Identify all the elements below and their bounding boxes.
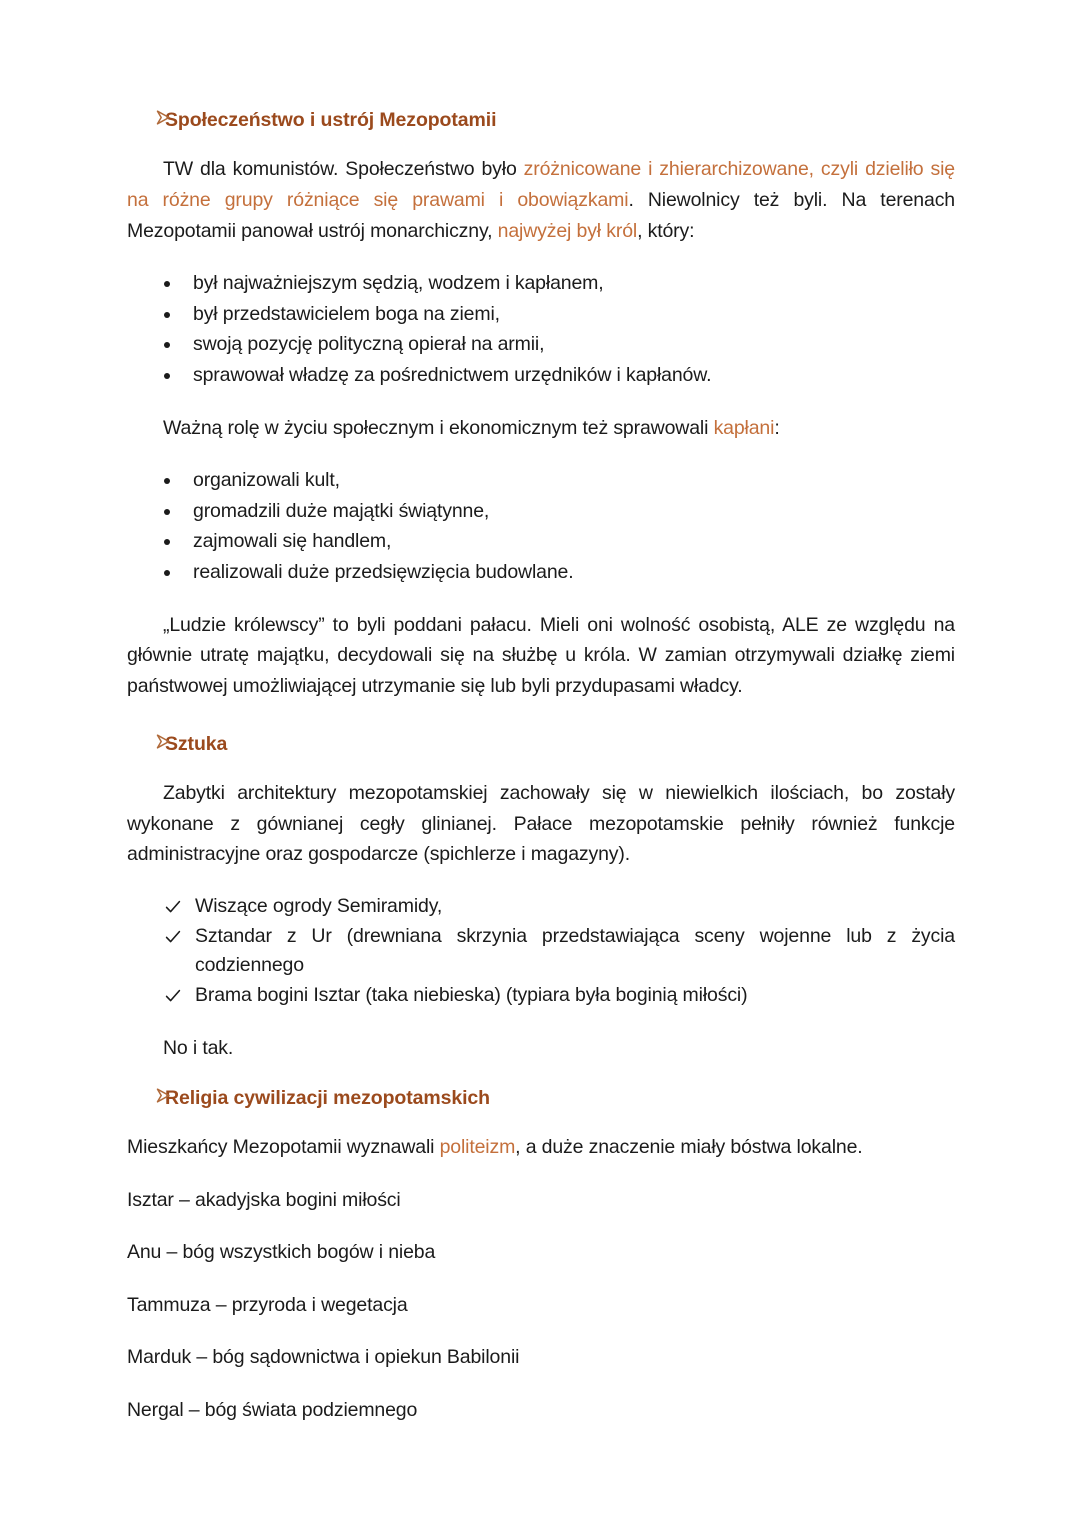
society-intro-part2: . Niewolnicy też byli. Na terenach Mezopotamii panował ustrój monarchiczny,	[127, 188, 955, 242]
religion-intro-part2: , a duże znaczenie miały bóstwa lokalne.	[515, 1136, 863, 1159]
dot-bullet-icon	[164, 570, 170, 576]
dot-bullet-icon	[164, 539, 170, 545]
list-item	[127, 526, 955, 557]
paragraph-royal-people: „Ludzie królewscy” to byli poddani pałacu. Mieli oni wolność osobistą, ALE ze względu na głównie utratę majątku, decydowali się na służbę u króla. W zamian otrzymywali działkę ziemi państwowej umożliwiającej utrzymanie się lub byli przydupasami władcy.	[127, 613, 955, 697]
arrow-right-outline-icon	[155, 733, 172, 750]
deity-line: Marduk – bóg sądownictwa i opiekun Babilonii	[127, 1346, 520, 1369]
religion-intro-accent1: politeizm	[439, 1136, 516, 1159]
list-item	[127, 496, 955, 527]
list-item	[127, 268, 955, 299]
deity-line: Isztar – akadyjska bogini miłości	[127, 1188, 401, 1211]
list-item	[127, 922, 955, 982]
dot-bullet-icon	[164, 342, 170, 348]
list-king-roles	[127, 268, 955, 390]
list-item	[127, 465, 955, 496]
list-item	[127, 892, 955, 922]
dot-bullet-icon	[164, 373, 170, 379]
arrow-right-outline-icon	[155, 109, 172, 126]
society-intro-part3: , który:	[637, 219, 695, 242]
list-item-label: zajmowali się handlem,	[193, 530, 392, 553]
checkmark-icon	[165, 981, 182, 1009]
priests-intro-part2: :	[774, 416, 780, 439]
heading-religion	[127, 1086, 955, 1110]
list-item	[127, 981, 955, 1011]
arrow-right-outline-icon	[155, 1087, 172, 1104]
checkmark-icon	[165, 922, 182, 950]
list-item-label: sprawował władzę za pośrednictwem urzędników i kapłanów.	[193, 364, 712, 387]
paragraph-art: Zabytki architektury mezopotamskiej zachowały się w niewielkich ilościach, bo zostały wykonane z gównianej cegły glinianej. Pałace mezopotamskie pełniły również funkcje administracyjne oraz gospodarcze (spichlerze i magazyny).	[127, 781, 955, 866]
list-item-label: organizowali kult,	[193, 469, 340, 492]
list-item	[127, 299, 955, 330]
paragraph-society-intro	[127, 154, 955, 246]
list-item-label: gromadzili duże majątki świątynne,	[193, 499, 490, 522]
heading-society	[127, 108, 955, 132]
deity-line: Nergal – bóg świata podziemnego	[127, 1399, 418, 1422]
heading-art-label: Sztuka	[165, 732, 228, 755]
dot-bullet-icon	[164, 281, 170, 287]
paragraph-priests-intro	[127, 413, 955, 444]
deity-line: Tammuza – przyroda i wegetacja	[127, 1293, 408, 1316]
society-intro-accent1: zróżnicowane i zhierarchizowane, czyli dzieliło się na różne grupy różniące się prawami i obowiązkami	[127, 158, 955, 211]
religion-intro-part1: Mieszkańcy Mezopotamii wyznawali	[127, 1136, 440, 1159]
dot-bullet-icon	[164, 312, 170, 318]
list-item-label: Brama bogini Isztar (taka niebieska) (typiara była boginią miłości)	[195, 984, 748, 1007]
heading-religion-label: Religia cywilizacji mezopotamskich	[165, 1086, 490, 1109]
list-item-label: swoją pozycję polityczną opierał na armii,	[193, 333, 545, 356]
list-item	[127, 360, 955, 391]
list-monuments	[127, 892, 955, 1011]
list-item	[127, 557, 955, 588]
list-item-label: był przedstawicielem boga na ziemi,	[193, 302, 500, 325]
priests-intro-accent1: kapłani	[713, 416, 775, 439]
paragraph-religion-intro	[127, 1132, 955, 1163]
list-item-label: Wiszące ogrody Semiramidy,	[195, 894, 443, 917]
priests-intro-part1: Ważną rolę w życiu społecznym i ekonomicznym też sprawowali	[163, 416, 714, 439]
society-intro-part1: TW dla komunistów. Społeczeństwo było	[163, 158, 524, 181]
paragraph-art-closing: No i tak.	[163, 1037, 234, 1060]
list-item	[127, 329, 955, 360]
heading-society-label: Społeczeństwo i ustrój Mezopotamii	[165, 109, 497, 131]
dot-bullet-icon	[164, 509, 170, 515]
dot-bullet-icon	[164, 478, 170, 484]
list-item-label: był najważniejszym sędzią, wodzem i kapłanem,	[193, 272, 604, 295]
list-item-label: Sztandar z Ur (drewniana skrzynia przedstawiająca sceny wojenne lub z życia codziennego	[195, 924, 955, 977]
heading-art	[127, 732, 955, 756]
checkmark-icon	[165, 892, 182, 920]
list-item-label: realizowali duże przedsięwzięcia budowlane.	[193, 561, 574, 584]
deity-line: Anu – bóg wszystkich bogów i nieba	[127, 1241, 436, 1264]
list-priest-roles	[127, 465, 955, 587]
society-intro-accent2: najwyżej był król	[497, 219, 638, 242]
